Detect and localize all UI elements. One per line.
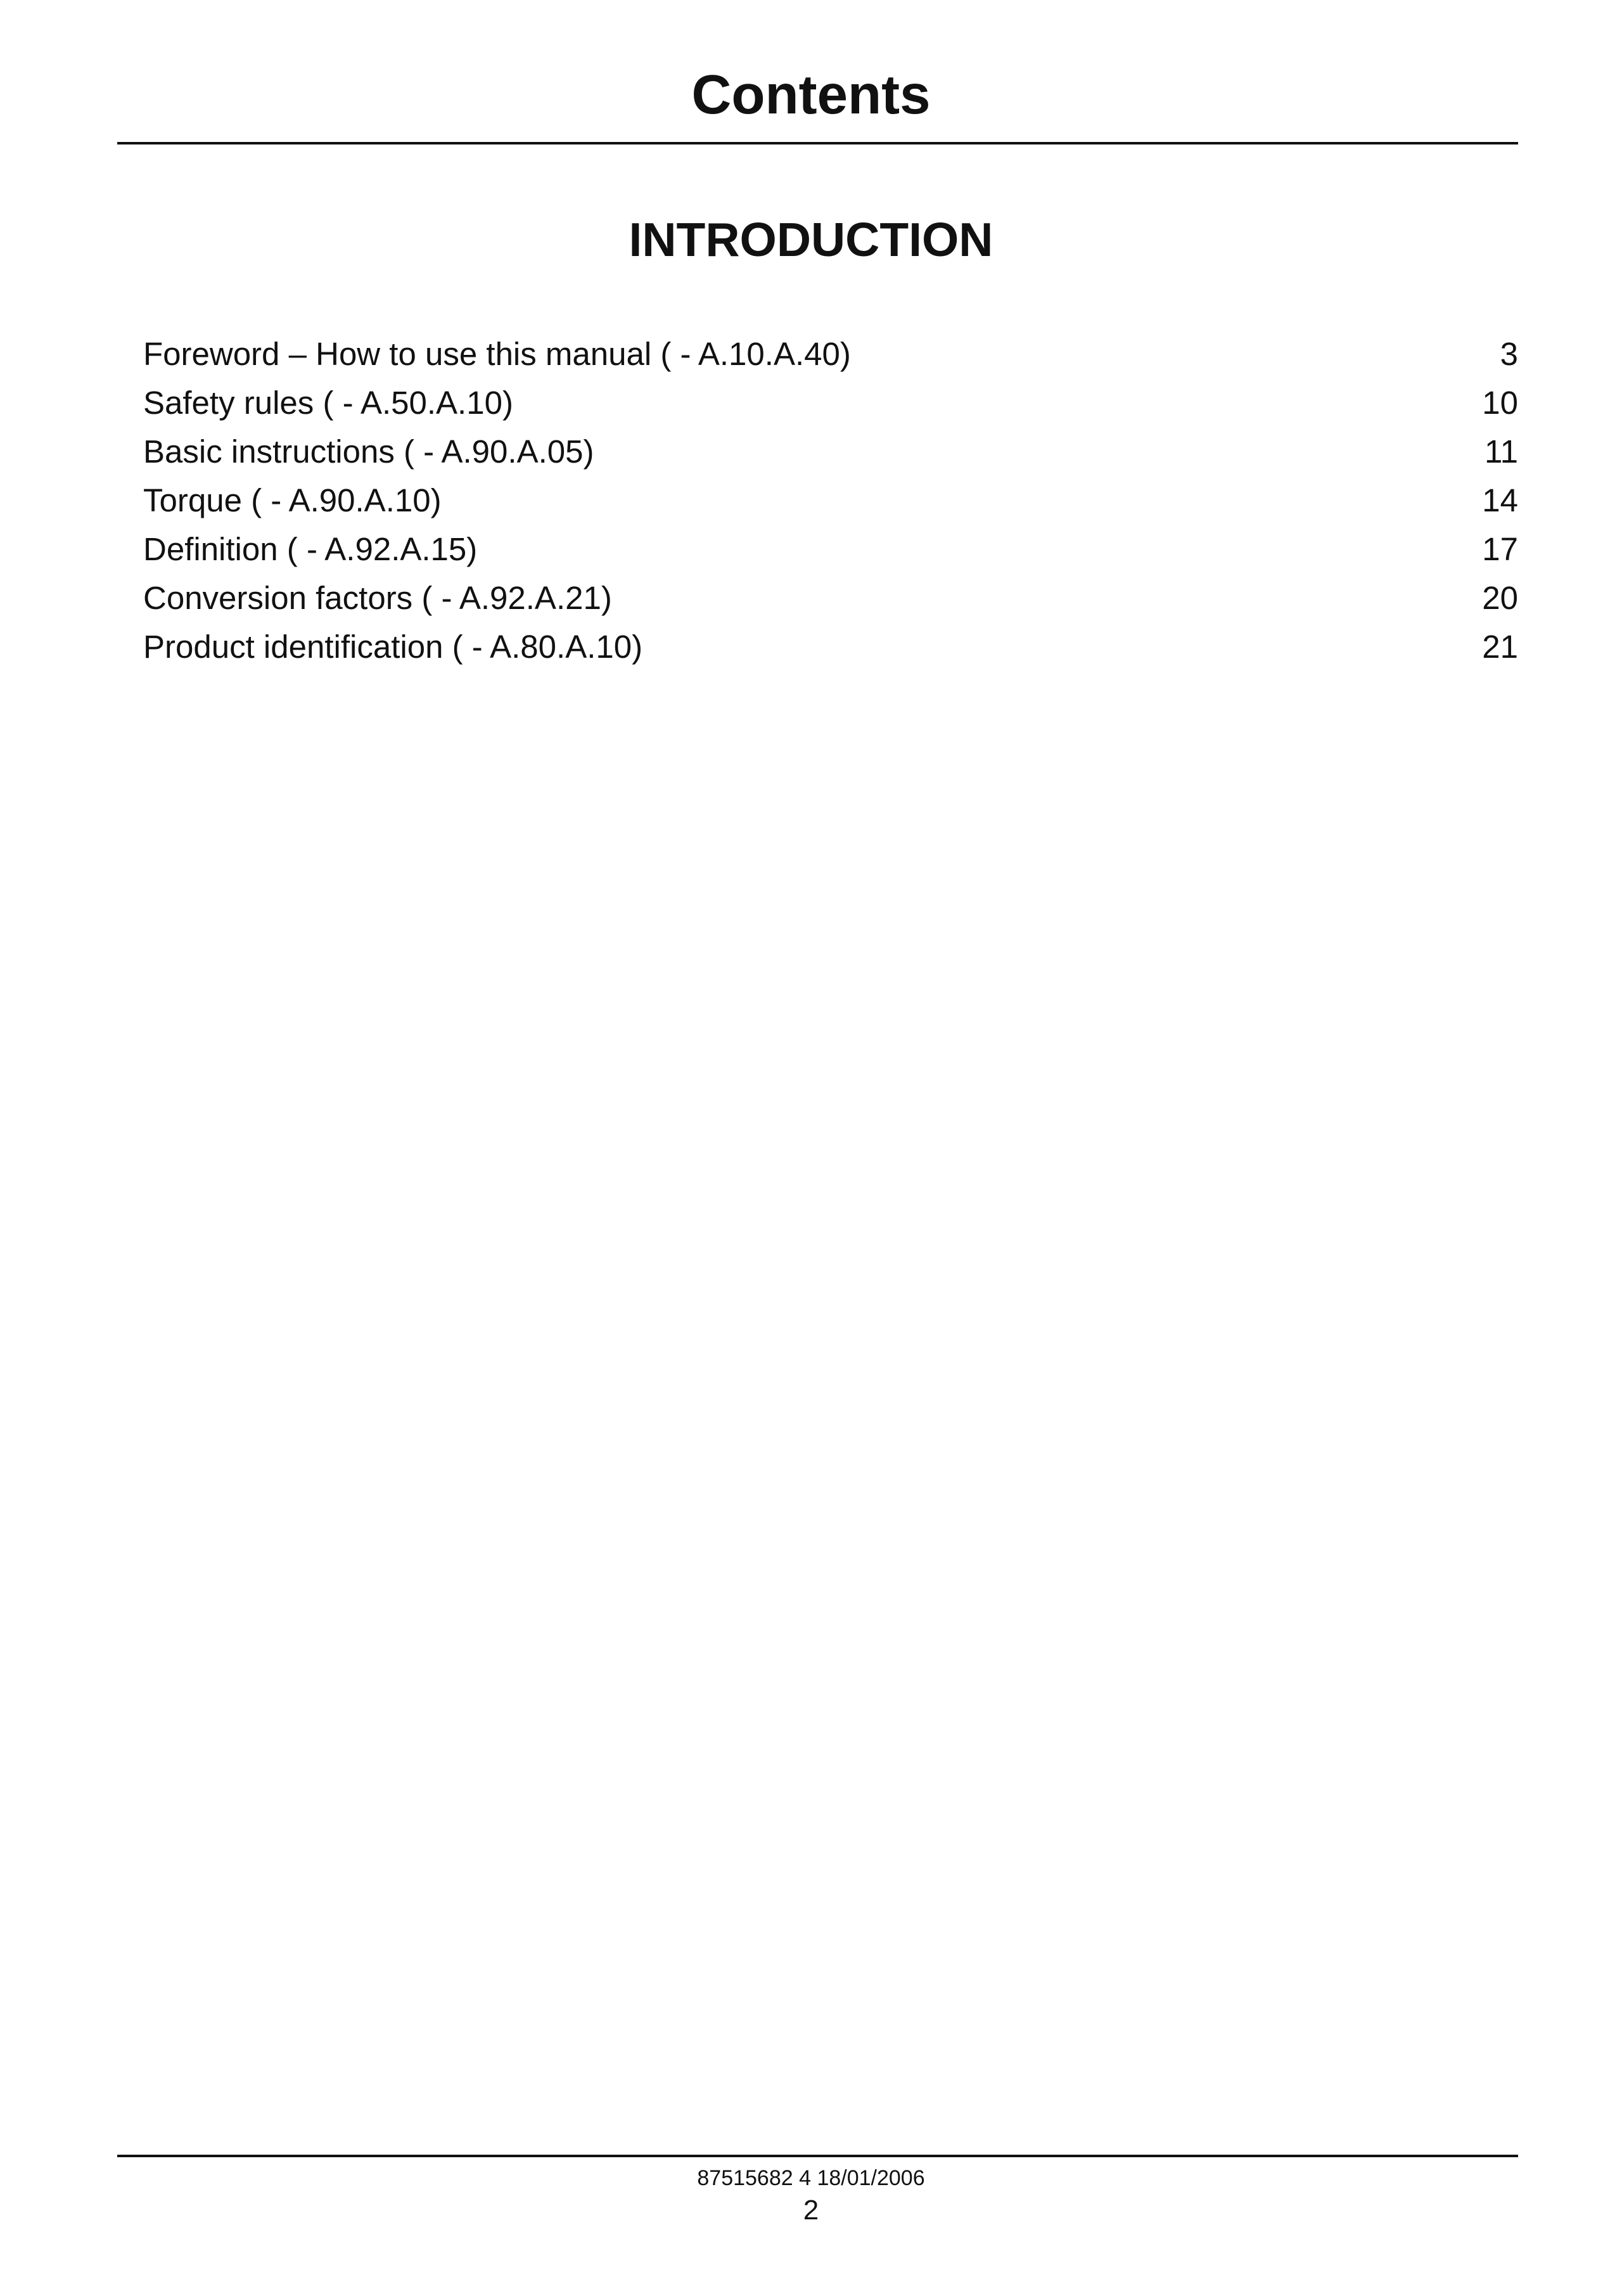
toc-entry-torque[interactable] <box>143 476 1518 525</box>
toc-entry-product-identification[interactable] <box>143 622 1518 671</box>
toc-entry-conversion-factors[interactable] <box>143 574 1518 622</box>
toc-entry-label: Product identification ( - A.80.A.10) <box>143 629 643 665</box>
footer-page-number: 2 <box>803 2195 819 2226</box>
toc-entry-safety-rules[interactable] <box>143 378 1518 427</box>
toc-entry-page: 10 <box>1482 385 1518 421</box>
toc-entry-basic-instructions[interactable] <box>143 427 1518 476</box>
toc-entry-label: Foreword – How to use this manual ( - A.10.A.40) <box>143 336 851 372</box>
toc-entry-page: 14 <box>1482 482 1518 518</box>
footer-document-reference: 87515682 4 18/01/2006 <box>697 2166 925 2190</box>
toc-entry-page: 21 <box>1482 629 1518 665</box>
toc-entry-label: Conversion factors ( - A.92.A.21) <box>143 580 612 616</box>
toc-entry-label: Safety rules ( - A.50.A.10) <box>143 385 513 421</box>
toc-entry-page: 11 <box>1485 433 1518 470</box>
table-of-contents <box>143 330 1518 671</box>
page-title: Contents <box>691 64 931 125</box>
toc-entry-label: Basic instructions ( - A.90.A.05) <box>143 433 594 470</box>
toc-entry-definition[interactable] <box>143 525 1518 574</box>
section-title: INTRODUCTION <box>629 213 993 266</box>
toc-entry-page: 17 <box>1482 531 1518 567</box>
toc-entry-page: 3 <box>1500 336 1518 372</box>
header-divider <box>117 142 1518 144</box>
toc-entry-label: Definition ( - A.92.A.15) <box>143 531 478 567</box>
toc-entry-label: Torque ( - A.90.A.10) <box>143 482 442 518</box>
toc-entry-foreword[interactable] <box>143 330 1518 378</box>
footer-divider <box>117 2155 1518 2157</box>
toc-entry-page: 20 <box>1482 580 1518 616</box>
